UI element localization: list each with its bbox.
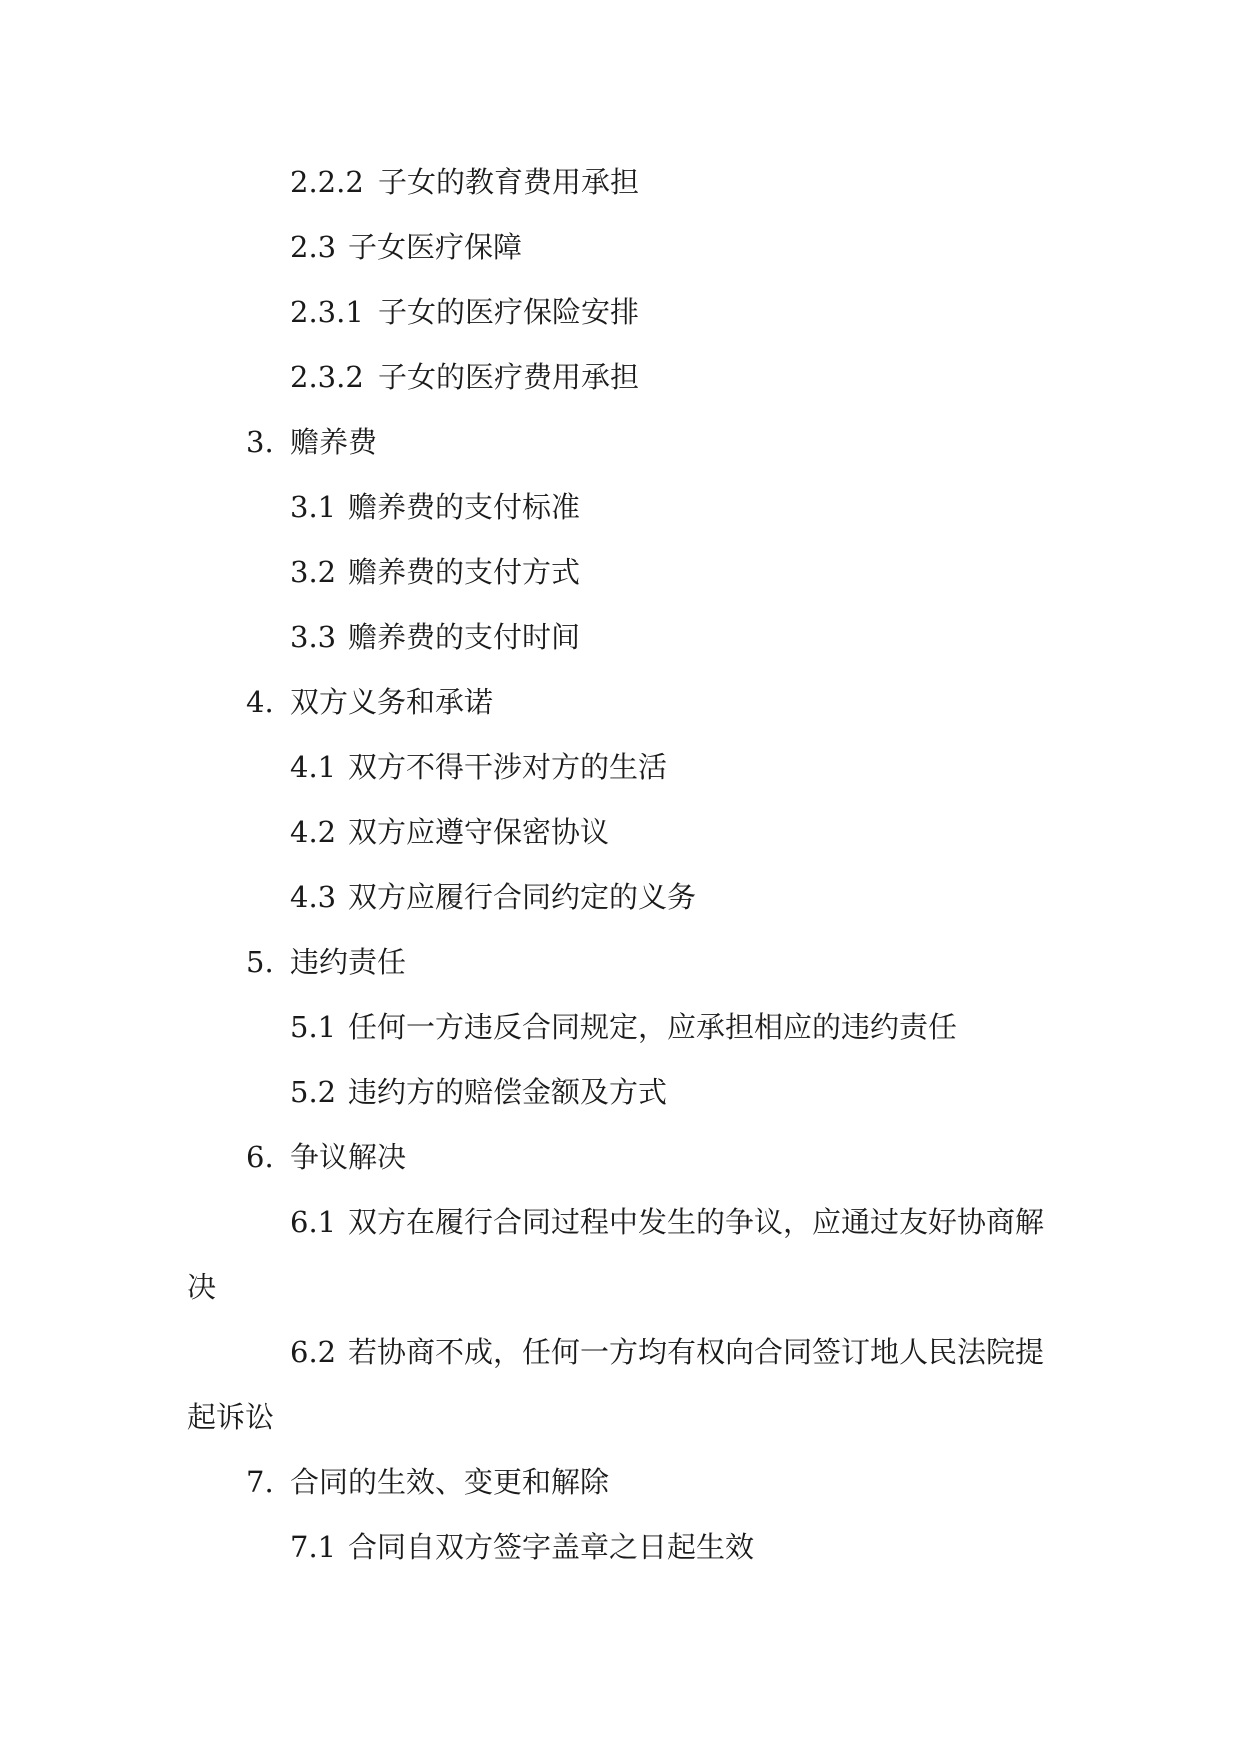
clause-item (187, 1190, 1053, 1320)
clause-text: 若协商不成，任何一方均有权向合同签订地人民法院提起诉讼 (187, 1335, 1045, 1434)
clause-number: 3.1 (290, 490, 337, 524)
clause-number: 2.3 (290, 230, 337, 264)
clause-text: 合同自双方签字盖章之日起生效 (348, 1530, 755, 1564)
clause-number: 3.2 (290, 555, 337, 589)
document-body (187, 150, 1053, 1580)
section-title: 双方义务和承诺 (290, 685, 494, 719)
clause-number: 2.3.2 (290, 360, 364, 394)
clause-number: 6.2 (290, 1335, 337, 1369)
section-heading (187, 410, 1053, 475)
section-number: 7. (246, 1465, 274, 1499)
section-heading (187, 1125, 1053, 1190)
section-heading (187, 930, 1053, 995)
section-title: 合同的生效、变更和解除 (290, 1465, 610, 1499)
clause-text: 子女医疗保障 (348, 230, 523, 264)
clause-item (187, 540, 1053, 605)
clause-text: 子女的医疗费用承担 (378, 360, 640, 394)
clause-text: 双方应履行合同约定的义务 (348, 880, 697, 914)
section-number: 3. (246, 425, 274, 459)
section-number: 4. (246, 685, 274, 719)
clause-item (187, 1060, 1053, 1125)
clause-text: 子女的医疗保险安排 (378, 295, 640, 329)
clause-text: 赡养费的支付标准 (348, 490, 581, 524)
clause-number: 3.3 (290, 620, 337, 654)
clause-item (187, 215, 1053, 280)
section-heading (187, 1450, 1053, 1515)
clause-number: 5.2 (290, 1075, 337, 1109)
clause-item (187, 150, 1053, 215)
section-title: 争议解决 (290, 1140, 407, 1174)
section-heading (187, 670, 1053, 735)
clause-item (187, 280, 1053, 345)
clause-item (187, 345, 1053, 410)
clause-item (187, 1515, 1053, 1580)
clause-text: 赡养费的支付方式 (348, 555, 581, 589)
clause-number: 2.3.1 (290, 295, 364, 329)
clause-number: 4.3 (290, 880, 337, 914)
clause-item (187, 605, 1053, 670)
clause-number: 4.1 (290, 750, 337, 784)
clause-item (187, 865, 1053, 930)
clause-text: 子女的教育费用承担 (378, 165, 640, 199)
clause-item (187, 1320, 1053, 1450)
clause-number: 4.2 (290, 815, 337, 849)
clause-text: 双方在履行合同过程中发生的争议，应通过友好协商解决 (187, 1205, 1045, 1304)
clause-item (187, 735, 1053, 800)
clause-text: 违约方的赔偿金额及方式 (348, 1075, 668, 1109)
section-title: 违约责任 (290, 945, 407, 979)
clause-text: 双方不得干涉对方的生活 (348, 750, 668, 784)
section-number: 6. (246, 1140, 274, 1174)
clause-item (187, 995, 1053, 1060)
clause-number: 2.2.2 (290, 165, 364, 199)
section-number: 5. (246, 945, 274, 979)
clause-number: 7.1 (290, 1530, 337, 1564)
clause-item (187, 800, 1053, 865)
clause-text: 双方应遵守保密协议 (348, 815, 610, 849)
clause-number: 6.1 (290, 1205, 337, 1239)
clause-text: 赡养费的支付时间 (348, 620, 581, 654)
clause-text: 任何一方违反合同规定，应承担相应的违约责任 (348, 1010, 958, 1044)
clause-number: 5.1 (290, 1010, 337, 1044)
clause-item (187, 475, 1053, 540)
section-title: 赡养费 (290, 425, 378, 459)
